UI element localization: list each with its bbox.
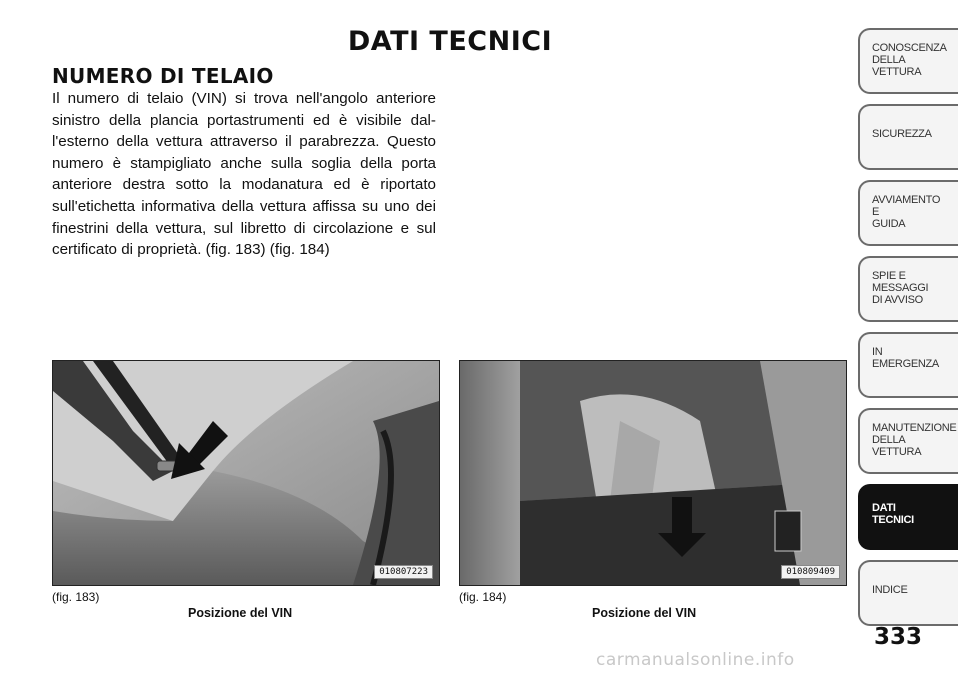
tab-conoscenza-della-vettura[interactable]: CONOSCENZA DELLA VETTURA [858, 28, 958, 94]
door-sill-illustration [460, 361, 846, 585]
body-paragraph: Il numero di telaio (VIN) si trova nell'angolo anteriore sinistro della plancia portastrumenti ed è visibile dal-l'esterno della vettura attraverso il parabrezza. Questo numero è stampigliato anche sulla soglia della porta anteriore destra sotto la modanatura ed è riportato sull'etichetta informativa della vettura affissa su uno dei finestrini della vettura, sul libretto di circolazione e sul certificato di proprietà. (fig. 183) (fig. 184) [52, 90, 436, 259]
windshield-illustration [53, 361, 439, 585]
tab-in-emergenza[interactable]: IN EMERGENZA [858, 332, 958, 398]
tab-manutenzione-della-vettura[interactable]: MANUTENZIONE DELLA VETTURA [858, 408, 958, 474]
figure-caption: Posizione del VIN [188, 606, 293, 620]
section-title: NUMERO DI TELAIO [52, 64, 274, 88]
tab-dati-tecnici[interactable]: DATI TECNICI [858, 484, 958, 550]
figure-code: 010809409 [781, 565, 840, 579]
figure-184-vin-door-sill [459, 360, 847, 586]
tab-spie-e-messaggi[interactable]: SPIE E MESSAGGI DI AVVISO [858, 256, 958, 322]
page-title: DATI TECNICI [347, 26, 553, 57]
page-number: 333 [873, 624, 922, 650]
figure-code: 010807223 [374, 565, 433, 579]
tab-avviamento-e-guida[interactable]: AVVIAMENTO E GUIDA [858, 180, 958, 246]
tab-sicurezza[interactable]: SICUREZZA [858, 104, 958, 170]
figure-caption: Posizione del VIN [592, 606, 697, 620]
figure-label: (fig. 183) [52, 590, 100, 604]
figure-label: (fig. 184) [459, 590, 507, 604]
watermark: carmanualsonline.info [596, 650, 795, 670]
figure-183-vin-windshield [52, 360, 440, 586]
tab-indice[interactable]: INDICE [858, 560, 958, 626]
